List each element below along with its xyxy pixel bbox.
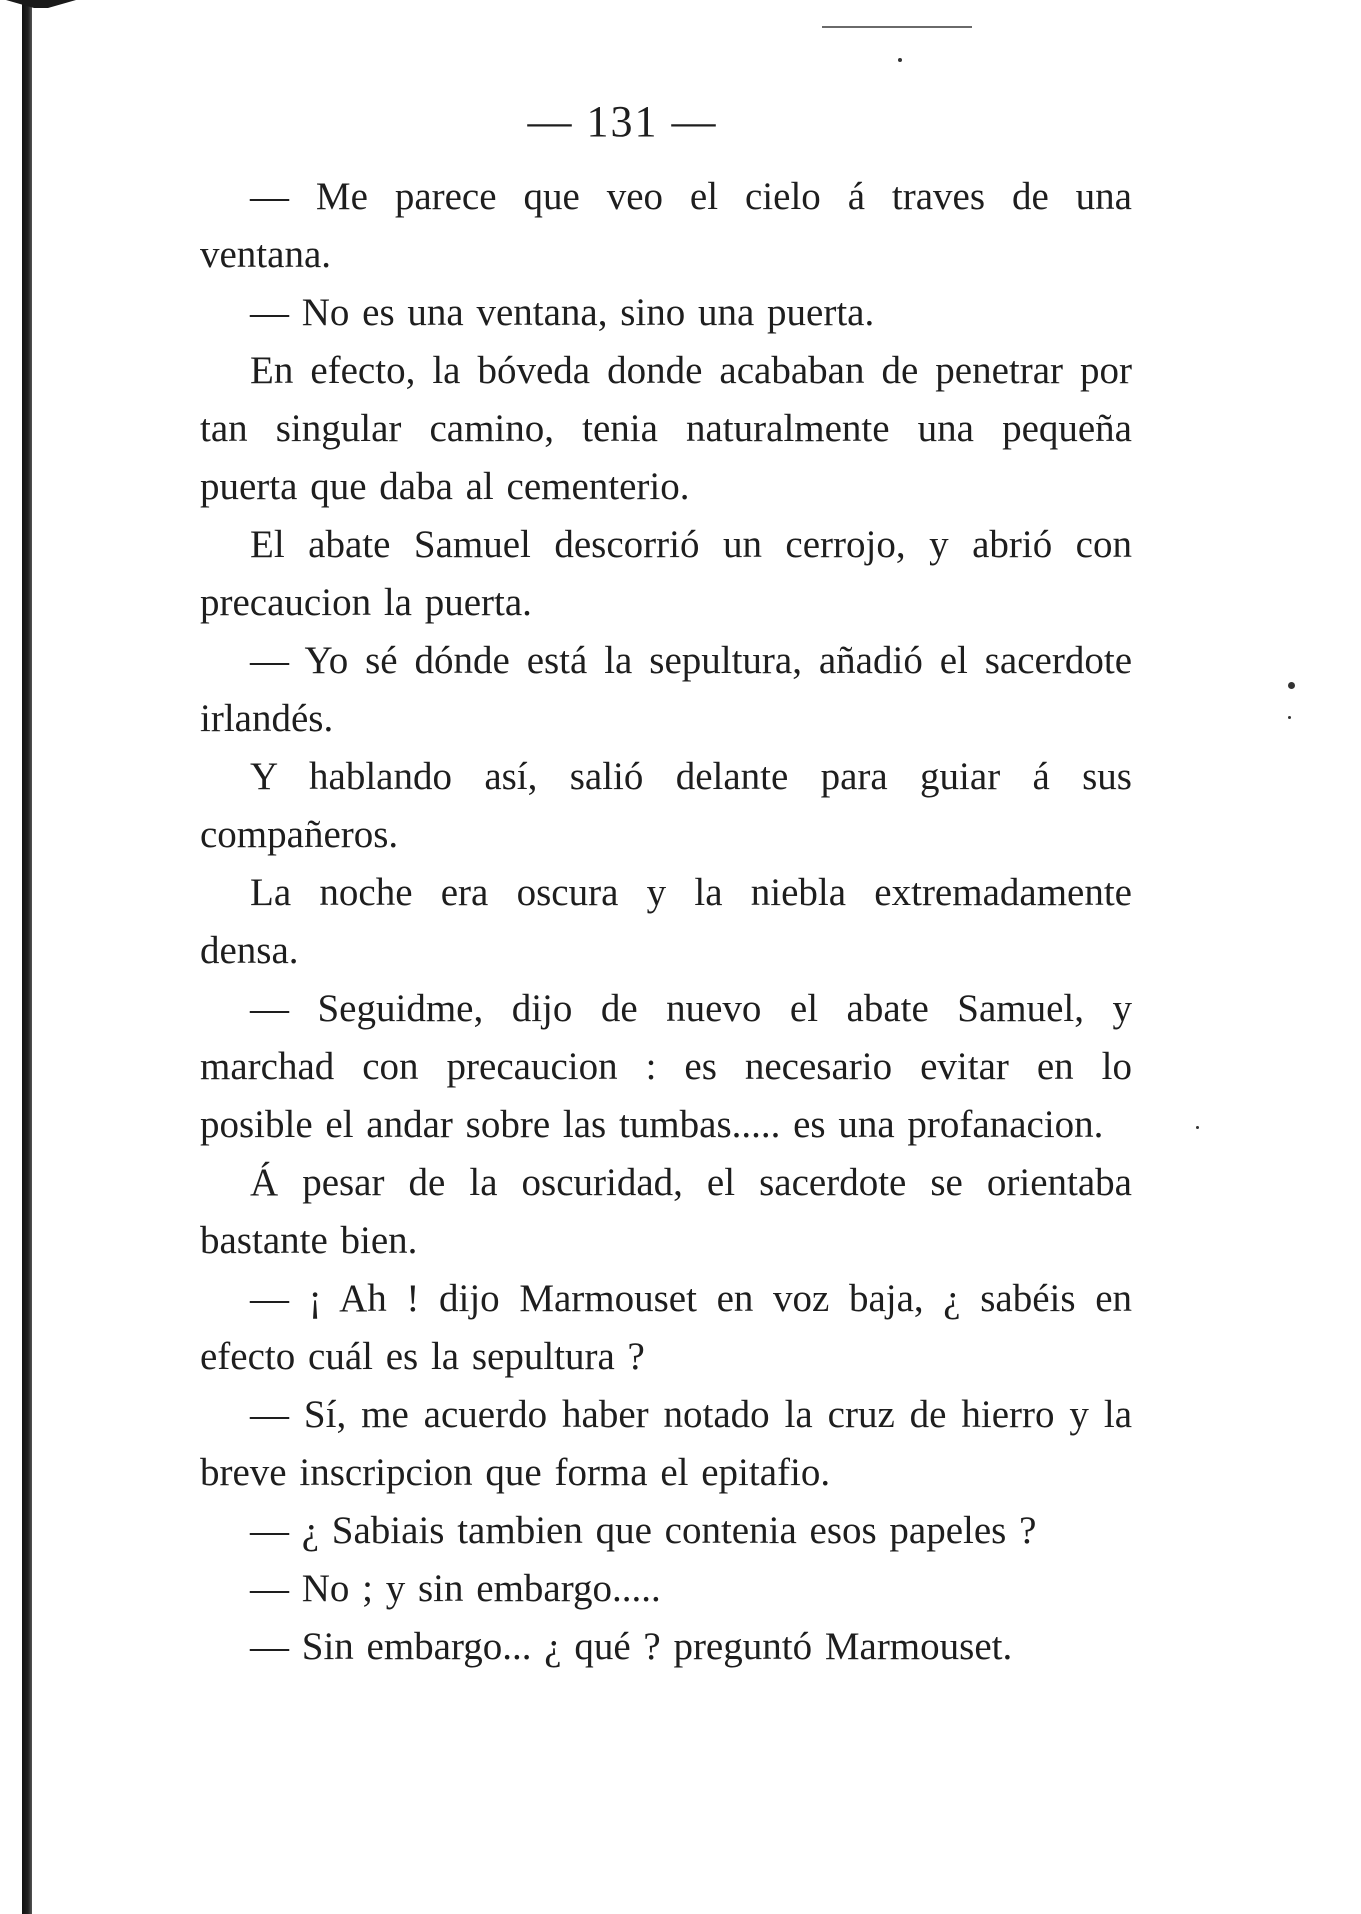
ink-speck [898,58,902,62]
ink-speck [1196,1126,1199,1129]
paragraph: El abate Samuel descorrió un cerrojo, y abrió con precaucion la puerta. [200,523,1132,624]
paragraph: — Seguidme, dijo de nuevo el abate Samuel, y marchad con precaucion : es necesario evitar en lo posible el andar sobre las tumbas..... es una profanacion. [200,987,1132,1146]
paragraph: — Me parece que veo el cielo á traves de una ventana. [200,175,1132,276]
paragraph: — Sí, me acuerdo haber notado la cruz de hierro y la breve inscripcion que forma el epitafio. [200,1393,1132,1494]
binding-edge [22,0,32,1914]
paragraph: La noche era oscura y la niebla extremadamente densa. [200,871,1132,972]
paragraph: — Sin embargo... ¿ qué ? preguntó Marmouset. [250,1625,1013,1668]
ink-speck [1288,682,1295,689]
paragraph: — No ; y sin embargo..... [250,1567,661,1610]
paragraph: Y hablando así, salió delante para guiar á sus compañeros. [200,755,1132,856]
page-number: — 131 — [527,97,718,146]
binding-edge-top [6,0,76,8]
paragraph: — Yo sé dónde está la sepultura, añadió el sacerdote irlandés. [200,639,1132,740]
paragraph: — ¿ Sabiais tambien que contenia esos papeles ? [250,1509,1037,1552]
body-text [200,168,1132,1676]
paragraph: Á pesar de la oscuridad, el sacerdote se orientaba bastante bien. [200,1161,1132,1262]
paragraph: En efecto, la bóveda donde acababan de penetrar por tan singular camino, tenia naturalmente una pequeña puerta que daba al cementerio. [200,349,1132,508]
top-rule [822,26,972,28]
paragraph: — ¡ Ah ! dijo Marmouset en voz baja, ¿ sabéis en efecto cuál es la sepultura ? [200,1277,1132,1378]
ink-speck [1288,716,1291,719]
paragraph: — No es una ventana, sino una puerta. [250,291,875,334]
